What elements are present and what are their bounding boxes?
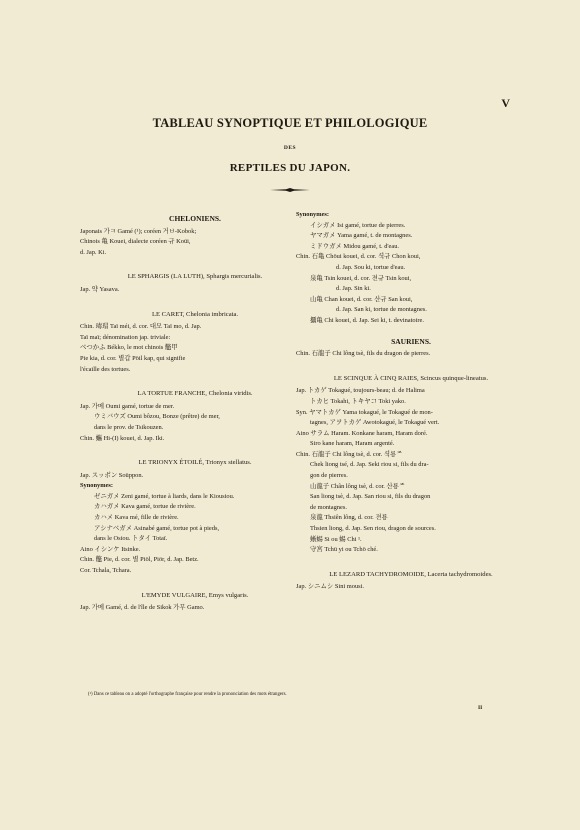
right-line: gon de pierres. [310, 472, 348, 480]
left-line [80, 444, 310, 454]
left-line: Pie kia, d. cor. 별갑 Pöil kap, qui signifie [80, 354, 186, 362]
left-line: Chin. 瑇瑁 Taï méi, d. cor. 대모 Taï mo, d. Jap. [80, 323, 202, 331]
left-line: dans le Osiou. トタイ Totaï. [94, 535, 168, 543]
right-line: 山亀 Chan kouei, d. cor. 산규 San koui, [310, 295, 413, 303]
right-line: 守宮 Tchü yi ou Tchö ché. [310, 546, 378, 554]
left-line: LA TORTUE FRANCHE, Chelonia viridis. [137, 390, 253, 398]
left-line: L'EMYDE VULGAIRE, Emys vulgaris. [141, 591, 249, 599]
left-line: べつかふ Békko, le mot chinois 鼈甲 [80, 344, 178, 352]
right-line [296, 327, 526, 333]
left-line: dans le prov. de Tsikouzen. [94, 423, 164, 431]
right-line: 蜥蜴 Si ou 蜴 Chi ¹. [310, 535, 362, 543]
left-line: Jap. 가메 Gamé, d. de l'île de Sikok 가무 Gamo. [80, 604, 205, 612]
left-line: Taï maï; dénomination jap. triviale: [80, 333, 171, 341]
left-line [80, 375, 310, 385]
left-line: カハメ Kava mé, fille de rivière. [94, 514, 179, 522]
footnote: (¹) Dans ce tableau on a adopté l'orthographe française pour rendre la prononciation des mots étrangers. [88, 692, 287, 697]
right-line: 攝亀 Chi kouei, d. Jap. Sei ki, t. devinatoire. [310, 316, 424, 324]
right-line: 山龍子 Chân lông tsè, d. cor. 산룡ᄌ [310, 482, 406, 490]
right-line: Chin. 石亀 Chöui kouei, d. cor. 셕규 Chon koui, [296, 253, 421, 261]
left-line: Chinois 亀 Kouei, dialecte coréen 규 Koüi, [80, 238, 191, 246]
right-line: Thsien liong, d. Jap. Sen riou, dragon de sources. [310, 525, 436, 533]
left-line: カハガメ Kava gamé, tortue de rivière. [94, 503, 196, 511]
right-line: 泉亀 Tsin kouei, d. cor. 젼규 Tsin koui, [310, 274, 412, 282]
left-line: Japonais 가ㅋ Gamé (¹); coréen 거ㅂ-Kobok; [80, 227, 197, 235]
left-column [80, 210, 310, 614]
right-line [296, 556, 526, 566]
right-line [296, 360, 526, 370]
right-line: ヤマガメ Yama gamé, t. de montagnes. [310, 232, 413, 240]
right-line: d. Jap. San ki, tortue de montagnes. [336, 306, 427, 314]
right-line: ミドウガメ Midou gamé, t. d'eau. [310, 242, 400, 250]
left-line: CHELONIENS. [169, 214, 221, 223]
right-column [296, 210, 526, 593]
left-line: Jap. 가메 Oumi gamé, tortue de mer. [80, 402, 175, 410]
right-line: 泉龍 Thsiên lông, d. cor. 젼룡 [310, 514, 388, 522]
right-line: Chin. 石龍子 Chi lông tsè, d. cor. 셕룡ᄌ [296, 450, 403, 458]
right-line: イシガメ Isi gamé, tortue de pierres. [310, 221, 406, 229]
right-line: d. Jap. Sou ki, tortue d'eau. [336, 263, 406, 271]
right-line: LE SCINQUE À CINQ RAIES, Scincus quinque-lineatus. [333, 374, 489, 382]
left-line: ゼニガメ Zeni gamé, tortue à liards, dans le Kiousiou. [94, 492, 235, 500]
left-line [80, 258, 310, 268]
right-line: LE LEZARD TACHYDROMOIDE, Lacerta tachydromoides. [329, 570, 493, 578]
left-line: Jap. 약 Yasava. [80, 285, 120, 293]
right-line: Aino サラム Haram. Konkane haram, Haram doré. [296, 429, 428, 437]
right-line: tagnes, アヲトカゲ Awotokagué, le Tokagué vert. [310, 419, 440, 427]
right-line: de montagnes. [310, 503, 347, 511]
right-line: Jap. トカゲ Tokagué, toujours-beau; d. de Halima [296, 387, 425, 395]
left-line: Jap. スッポン Soüppon. [80, 471, 144, 479]
right-line: Chin. 石龍子 Chi lông tsè, fils du dragon de pierres. [296, 350, 431, 358]
right-line: San liong tsè, d. Jap. San riou si, fils du dragon [310, 493, 431, 501]
left-line: Chin. 鼈 Pie, d. cor. 별 Piöl, Piör, d. Jap. Betz. [80, 556, 199, 564]
left-line: Chin. 蠵 Hi-(I) kouei, d. Jap. Iki. [80, 434, 165, 442]
right-line: d. Jap. Sin ki. [336, 285, 371, 293]
right-line: Siro kane haram, Haram argenté. [310, 440, 395, 448]
right-line: Synonymes: [296, 211, 330, 218]
left-line: Cor. Tchala, Tchara. [80, 567, 132, 575]
left-line: ウミバウズ Oumi bôzou, Bonze (prêtre) de mer, [94, 413, 220, 421]
left-line: LE TRIONYX ÉTOILÉ, Trionyx stellatus. [138, 459, 252, 467]
left-line: Synonymes: [80, 482, 114, 490]
left-line [80, 296, 310, 306]
signature-mark: II [478, 705, 483, 711]
title-ornament [270, 188, 310, 192]
right-line: Chek liong tsé, d. Jap. Seki riou si, fils du dra- [310, 461, 429, 469]
title-des: DES [283, 145, 297, 151]
left-line [80, 577, 310, 587]
left-line: LE SPHARGIS (LA LUTH), Sphargis mercurialis. [127, 273, 263, 281]
right-line: Syn. ヤマトカゲ Yama tokagué, le Tokagué de mon- [296, 408, 433, 416]
left-line: Aino イシンケ Itsinke. [80, 545, 141, 553]
right-line: トカヒ Tokahi, トキヤコ Toki yako. [310, 397, 406, 405]
left-line: l'écaille des tortues. [80, 365, 131, 373]
left-line: アシナベガメ Asinabé gamé, tortue pot à pieds, [94, 524, 220, 532]
page-title: TABLEAU SYNOPTIQUE ET PHILOLOGIQUE [152, 116, 428, 130]
left-line: d. Jap. Ki. [80, 248, 107, 256]
page-subtitle: REPTILES DU JAPON. [229, 162, 351, 174]
left-line: LE CARET, Chelonia imbricata. [151, 310, 239, 318]
right-line: Jap. シニムシ Sini mousi. [296, 583, 364, 591]
right-line: SAURIENS. [391, 336, 431, 346]
page-folio: V [501, 96, 510, 110]
